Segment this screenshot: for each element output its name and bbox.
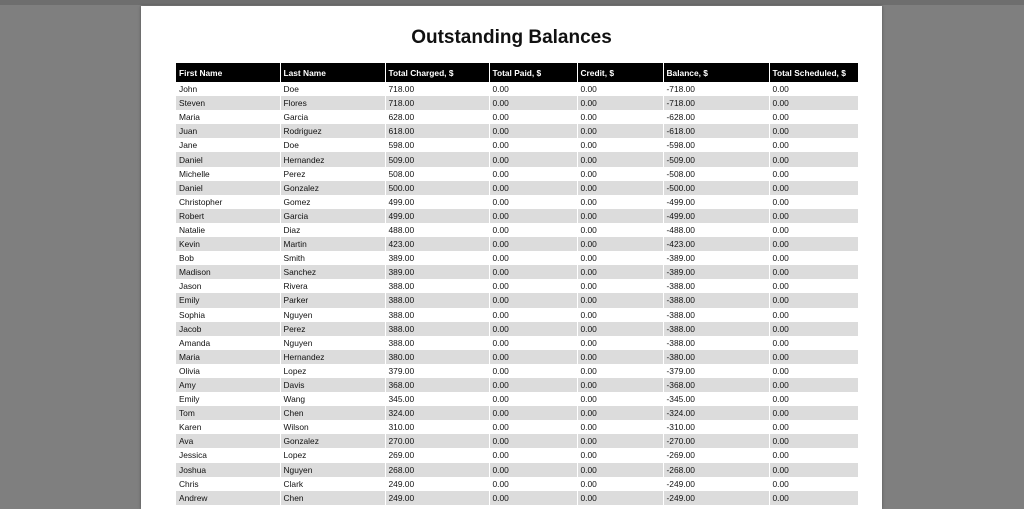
- cell-total-paid: 0.00: [489, 378, 577, 392]
- cell-total-charged: 628.00: [385, 110, 489, 124]
- table-row: [176, 138, 858, 152]
- cell-total-charged: 249.00: [385, 477, 489, 491]
- cell-last-name: Gonzalez: [280, 181, 385, 195]
- cell-total-scheduled: 0.00: [769, 293, 858, 307]
- cell-total-scheduled: 0.00: [769, 96, 858, 110]
- cell-total-scheduled: 0.00: [769, 82, 858, 96]
- table-row: [176, 181, 858, 195]
- cell-balance: -310.00: [663, 420, 769, 434]
- cell-credit: 0.00: [577, 110, 663, 124]
- cell-total-scheduled: 0.00: [769, 265, 858, 279]
- cell-last-name: Wilson: [280, 420, 385, 434]
- table-row: [176, 477, 858, 491]
- column-header-last-name: Last Name: [280, 63, 385, 82]
- cell-total-scheduled: 0.00: [769, 406, 858, 420]
- table-row: [176, 195, 858, 209]
- cell-last-name: Garcia: [280, 209, 385, 223]
- cell-credit: 0.00: [577, 434, 663, 448]
- cell-total-charged: 388.00: [385, 336, 489, 350]
- table-row: [176, 265, 858, 279]
- cell-total-scheduled: 0.00: [769, 364, 858, 378]
- cell-total-charged: 499.00: [385, 209, 489, 223]
- cell-credit: 0.00: [577, 251, 663, 265]
- balances-table: [176, 63, 858, 505]
- cell-balance: -388.00: [663, 293, 769, 307]
- cell-total-charged: 598.00: [385, 138, 489, 152]
- cell-total-scheduled: 0.00: [769, 279, 858, 293]
- cell-balance: -598.00: [663, 138, 769, 152]
- cell-total-charged: 718.00: [385, 82, 489, 96]
- cell-total-charged: 388.00: [385, 293, 489, 307]
- cell-first-name: Jane: [176, 138, 280, 152]
- cell-total-scheduled: 0.00: [769, 124, 858, 138]
- column-header-total-charged: Total Charged, $: [385, 63, 489, 82]
- column-header-balance: Balance, $: [663, 63, 769, 82]
- cell-total-scheduled: 0.00: [769, 336, 858, 350]
- cell-total-scheduled: 0.00: [769, 167, 858, 181]
- cell-balance: -380.00: [663, 350, 769, 364]
- cell-last-name: Gomez: [280, 195, 385, 209]
- cell-total-scheduled: 0.00: [769, 322, 858, 336]
- column-header-total-scheduled: Total Scheduled, $: [769, 63, 858, 82]
- cell-balance: -509.00: [663, 152, 769, 166]
- cell-last-name: Doe: [280, 82, 385, 96]
- cell-credit: 0.00: [577, 406, 663, 420]
- cell-last-name: Chen: [280, 491, 385, 505]
- cell-last-name: Davis: [280, 378, 385, 392]
- cell-total-charged: 268.00: [385, 463, 489, 477]
- cell-balance: -618.00: [663, 124, 769, 138]
- cell-total-scheduled: 0.00: [769, 434, 858, 448]
- cell-total-scheduled: 0.00: [769, 392, 858, 406]
- cell-total-charged: 380.00: [385, 350, 489, 364]
- cell-credit: 0.00: [577, 477, 663, 491]
- cell-total-charged: 488.00: [385, 223, 489, 237]
- cell-credit: 0.00: [577, 209, 663, 223]
- cell-total-paid: 0.00: [489, 251, 577, 265]
- table-row: [176, 406, 858, 420]
- table-body: [176, 82, 858, 505]
- cell-first-name: Emily: [176, 392, 280, 406]
- cell-total-paid: 0.00: [489, 448, 577, 462]
- cell-total-charged: 368.00: [385, 378, 489, 392]
- cell-first-name: Michelle: [176, 167, 280, 181]
- cell-balance: -249.00: [663, 491, 769, 505]
- cell-total-paid: 0.00: [489, 322, 577, 336]
- column-header-first-name: First Name: [176, 63, 280, 82]
- table-row: [176, 110, 858, 124]
- cell-last-name: Chen: [280, 406, 385, 420]
- cell-first-name: Jason: [176, 279, 280, 293]
- cell-last-name: Hernandez: [280, 152, 385, 166]
- cell-total-charged: 508.00: [385, 167, 489, 181]
- cell-balance: -388.00: [663, 336, 769, 350]
- cell-total-charged: 270.00: [385, 434, 489, 448]
- cell-balance: -379.00: [663, 364, 769, 378]
- cell-last-name: Lopez: [280, 448, 385, 462]
- cell-total-charged: 718.00: [385, 96, 489, 110]
- cell-balance: -324.00: [663, 406, 769, 420]
- table-row: [176, 96, 858, 110]
- cell-credit: 0.00: [577, 491, 663, 505]
- table-row: [176, 279, 858, 293]
- cell-balance: -388.00: [663, 322, 769, 336]
- cell-first-name: Jessica: [176, 448, 280, 462]
- cell-credit: 0.00: [577, 167, 663, 181]
- cell-total-scheduled: 0.00: [769, 378, 858, 392]
- table-row: [176, 152, 858, 166]
- cell-total-charged: 249.00: [385, 491, 489, 505]
- cell-last-name: Flores: [280, 96, 385, 110]
- cell-total-paid: 0.00: [489, 138, 577, 152]
- cell-total-charged: 388.00: [385, 308, 489, 322]
- cell-first-name: Steven: [176, 96, 280, 110]
- cell-balance: -249.00: [663, 477, 769, 491]
- cell-credit: 0.00: [577, 181, 663, 195]
- cell-last-name: Lopez: [280, 364, 385, 378]
- cell-first-name: Amanda: [176, 336, 280, 350]
- cell-last-name: Garcia: [280, 110, 385, 124]
- cell-balance: -488.00: [663, 223, 769, 237]
- cell-credit: 0.00: [577, 223, 663, 237]
- cell-total-paid: 0.00: [489, 124, 577, 138]
- table-row: [176, 350, 858, 364]
- cell-last-name: Parker: [280, 293, 385, 307]
- table-row: [176, 237, 858, 251]
- cell-balance: -389.00: [663, 265, 769, 279]
- cell-credit: 0.00: [577, 336, 663, 350]
- cell-credit: 0.00: [577, 237, 663, 251]
- cell-balance: -388.00: [663, 308, 769, 322]
- cell-balance: -499.00: [663, 195, 769, 209]
- cell-total-paid: 0.00: [489, 110, 577, 124]
- cell-last-name: Rivera: [280, 279, 385, 293]
- cell-credit: 0.00: [577, 364, 663, 378]
- cell-total-paid: 0.00: [489, 167, 577, 181]
- cell-last-name: Perez: [280, 322, 385, 336]
- table-row: [176, 336, 858, 350]
- cell-credit: 0.00: [577, 378, 663, 392]
- cell-balance: -508.00: [663, 167, 769, 181]
- cell-total-charged: 499.00: [385, 195, 489, 209]
- cell-total-charged: 388.00: [385, 279, 489, 293]
- cell-first-name: Natalie: [176, 223, 280, 237]
- cell-credit: 0.00: [577, 82, 663, 96]
- cell-first-name: Bob: [176, 251, 280, 265]
- cell-first-name: Olivia: [176, 364, 280, 378]
- cell-first-name: Joshua: [176, 463, 280, 477]
- cell-total-paid: 0.00: [489, 336, 577, 350]
- cell-balance: -423.00: [663, 237, 769, 251]
- table-row: [176, 491, 858, 505]
- cell-first-name: Amy: [176, 378, 280, 392]
- cell-first-name: Maria: [176, 350, 280, 364]
- cell-total-paid: 0.00: [489, 392, 577, 406]
- cell-total-paid: 0.00: [489, 181, 577, 195]
- cell-credit: 0.00: [577, 463, 663, 477]
- cell-last-name: Martin: [280, 237, 385, 251]
- table-row: [176, 251, 858, 265]
- cell-total-charged: 389.00: [385, 251, 489, 265]
- cell-first-name: Andrew: [176, 491, 280, 505]
- table-row: [176, 209, 858, 223]
- cell-total-charged: 423.00: [385, 237, 489, 251]
- cell-total-charged: 379.00: [385, 364, 489, 378]
- cell-balance: -628.00: [663, 110, 769, 124]
- cell-credit: 0.00: [577, 308, 663, 322]
- cell-credit: 0.00: [577, 279, 663, 293]
- cell-total-charged: 618.00: [385, 124, 489, 138]
- cell-first-name: Christopher: [176, 195, 280, 209]
- cell-total-paid: 0.00: [489, 82, 577, 96]
- cell-total-scheduled: 0.00: [769, 152, 858, 166]
- cell-last-name: Perez: [280, 167, 385, 181]
- cell-total-scheduled: 0.00: [769, 237, 858, 251]
- cell-total-paid: 0.00: [489, 477, 577, 491]
- table-row: [176, 223, 858, 237]
- cell-last-name: Clark: [280, 477, 385, 491]
- cell-total-charged: 389.00: [385, 265, 489, 279]
- cell-total-paid: 0.00: [489, 195, 577, 209]
- cell-first-name: Robert: [176, 209, 280, 223]
- cell-first-name: Daniel: [176, 152, 280, 166]
- cell-first-name: Juan: [176, 124, 280, 138]
- cell-total-paid: 0.00: [489, 265, 577, 279]
- cell-total-paid: 0.00: [489, 463, 577, 477]
- cell-first-name: Chris: [176, 477, 280, 491]
- cell-balance: -718.00: [663, 82, 769, 96]
- cell-credit: 0.00: [577, 152, 663, 166]
- cell-total-charged: 269.00: [385, 448, 489, 462]
- cell-last-name: Doe: [280, 138, 385, 152]
- cell-total-scheduled: 0.00: [769, 209, 858, 223]
- cell-total-paid: 0.00: [489, 406, 577, 420]
- cell-total-charged: 509.00: [385, 152, 489, 166]
- cell-last-name: Diaz: [280, 223, 385, 237]
- table-row: [176, 448, 858, 462]
- cell-total-scheduled: 0.00: [769, 463, 858, 477]
- cell-total-charged: 345.00: [385, 392, 489, 406]
- table-row: [176, 434, 858, 448]
- cell-balance: -388.00: [663, 279, 769, 293]
- cell-credit: 0.00: [577, 350, 663, 364]
- table-row: [176, 463, 858, 477]
- cell-credit: 0.00: [577, 124, 663, 138]
- cell-last-name: Hernandez: [280, 350, 385, 364]
- cell-credit: 0.00: [577, 322, 663, 336]
- cell-total-paid: 0.00: [489, 223, 577, 237]
- cell-balance: -269.00: [663, 448, 769, 462]
- table-row: [176, 82, 858, 96]
- cell-total-scheduled: 0.00: [769, 181, 858, 195]
- cell-total-paid: 0.00: [489, 293, 577, 307]
- cell-first-name: Maria: [176, 110, 280, 124]
- cell-last-name: Smith: [280, 251, 385, 265]
- cell-first-name: Sophia: [176, 308, 280, 322]
- cell-total-scheduled: 0.00: [769, 420, 858, 434]
- cell-credit: 0.00: [577, 195, 663, 209]
- cell-balance: -270.00: [663, 434, 769, 448]
- table-row: [176, 322, 858, 336]
- cell-first-name: Daniel: [176, 181, 280, 195]
- cell-total-paid: 0.00: [489, 152, 577, 166]
- cell-total-paid: 0.00: [489, 420, 577, 434]
- cell-total-charged: 388.00: [385, 322, 489, 336]
- table-row: [176, 124, 858, 138]
- column-header-credit: Credit, $: [577, 63, 663, 82]
- cell-credit: 0.00: [577, 265, 663, 279]
- document-page: [141, 6, 882, 509]
- cell-credit: 0.00: [577, 448, 663, 462]
- cell-total-scheduled: 0.00: [769, 448, 858, 462]
- cell-balance: -389.00: [663, 251, 769, 265]
- cell-total-paid: 0.00: [489, 350, 577, 364]
- cell-total-scheduled: 0.00: [769, 195, 858, 209]
- cell-last-name: Rodriguez: [280, 124, 385, 138]
- cell-credit: 0.00: [577, 293, 663, 307]
- cell-last-name: Gonzalez: [280, 434, 385, 448]
- cell-total-scheduled: 0.00: [769, 350, 858, 364]
- cell-first-name: Ava: [176, 434, 280, 448]
- cell-total-paid: 0.00: [489, 96, 577, 110]
- cell-first-name: Tom: [176, 406, 280, 420]
- cell-total-charged: 310.00: [385, 420, 489, 434]
- cell-balance: -368.00: [663, 378, 769, 392]
- table-row: [176, 293, 858, 307]
- cell-total-scheduled: 0.00: [769, 251, 858, 265]
- cell-total-paid: 0.00: [489, 209, 577, 223]
- cell-balance: -718.00: [663, 96, 769, 110]
- cell-total-charged: 324.00: [385, 406, 489, 420]
- cell-first-name: Jacob: [176, 322, 280, 336]
- table-row: [176, 420, 858, 434]
- table-header-row: [176, 63, 858, 82]
- cell-last-name: Wang: [280, 392, 385, 406]
- cell-total-scheduled: 0.00: [769, 138, 858, 152]
- column-header-total-paid: Total Paid, $: [489, 63, 577, 82]
- cell-total-paid: 0.00: [489, 491, 577, 505]
- cell-total-scheduled: 0.00: [769, 308, 858, 322]
- table-row: [176, 378, 858, 392]
- table-row: [176, 167, 858, 181]
- cell-last-name: Nguyen: [280, 308, 385, 322]
- cell-total-scheduled: 0.00: [769, 491, 858, 505]
- cell-total-charged: 500.00: [385, 181, 489, 195]
- cell-balance: -499.00: [663, 209, 769, 223]
- cell-last-name: Sanchez: [280, 265, 385, 279]
- cell-total-scheduled: 0.00: [769, 477, 858, 491]
- cell-credit: 0.00: [577, 392, 663, 406]
- viewer-top-strip: [0, 0, 1024, 5]
- cell-total-paid: 0.00: [489, 434, 577, 448]
- cell-last-name: Nguyen: [280, 463, 385, 477]
- cell-total-paid: 0.00: [489, 364, 577, 378]
- cell-balance: -345.00: [663, 392, 769, 406]
- table-row: [176, 364, 858, 378]
- cell-first-name: Kevin: [176, 237, 280, 251]
- cell-balance: -268.00: [663, 463, 769, 477]
- cell-total-paid: 0.00: [489, 279, 577, 293]
- cell-first-name: John: [176, 82, 280, 96]
- cell-credit: 0.00: [577, 138, 663, 152]
- cell-first-name: Karen: [176, 420, 280, 434]
- cell-total-scheduled: 0.00: [769, 110, 858, 124]
- cell-total-scheduled: 0.00: [769, 223, 858, 237]
- cell-first-name: Emily: [176, 293, 280, 307]
- table-row: [176, 308, 858, 322]
- table-row: [176, 392, 858, 406]
- page-title: Outstanding Balances: [411, 27, 612, 48]
- cell-last-name: Nguyen: [280, 336, 385, 350]
- cell-total-paid: 0.00: [489, 237, 577, 251]
- cell-total-paid: 0.00: [489, 308, 577, 322]
- cell-first-name: Madison: [176, 265, 280, 279]
- cell-balance: -500.00: [663, 181, 769, 195]
- cell-credit: 0.00: [577, 420, 663, 434]
- cell-credit: 0.00: [577, 96, 663, 110]
